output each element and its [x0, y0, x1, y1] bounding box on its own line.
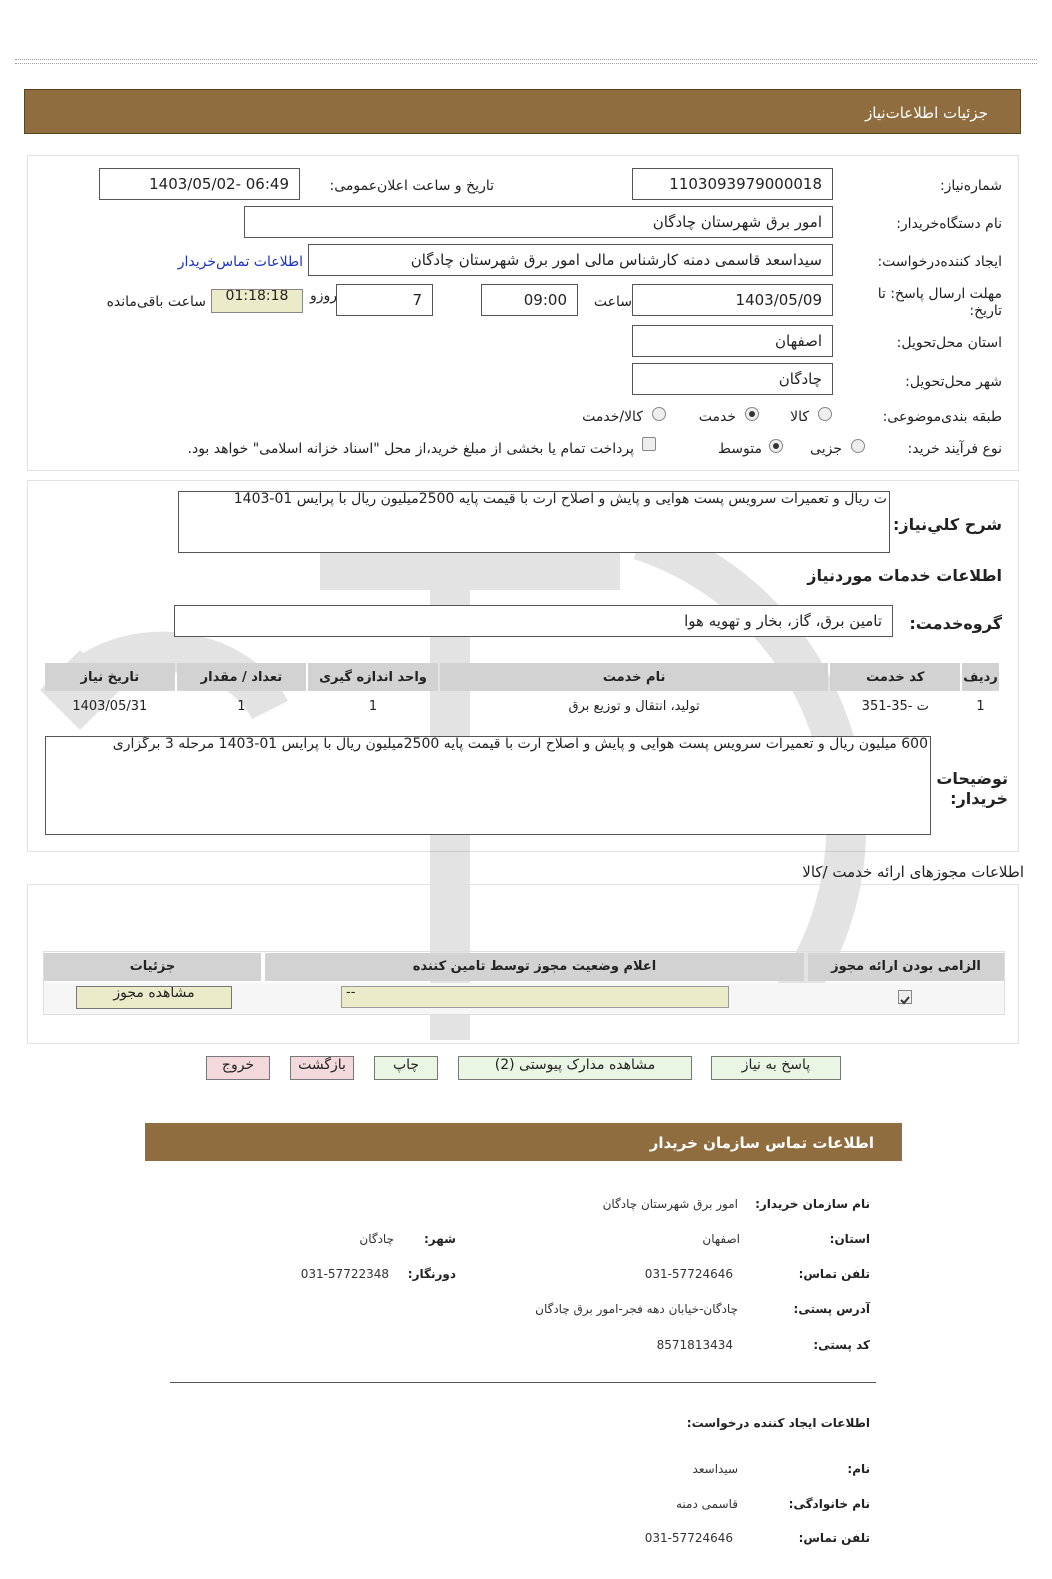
col-unit: واحد اندازه گیری: [308, 663, 438, 691]
process-radio-medium[interactable]: [769, 439, 783, 453]
deadline-time-label: ساعت: [593, 294, 632, 310]
city-label: شهر محل‌تحویل:: [905, 374, 1002, 390]
contact-address-value: چادگان-خیابان دهه فجر-امور برق چادگان: [535, 1302, 738, 1316]
contact-header: [145, 1123, 902, 1161]
process-radio-minor[interactable]: [851, 439, 865, 453]
province-field: اصفهان: [632, 325, 833, 357]
contact-postal-label: کد پستی:: [813, 1338, 870, 1352]
cell-service-name: تولید، انتقال و توزیع برق: [568, 698, 700, 714]
announce-datetime-field: 1403/05/02- 06:49: [99, 168, 300, 200]
licenses-heading: اطلاعات مجوزهای ارائه خدمت /کالا: [802, 863, 1024, 881]
category-option-goods: کالا: [790, 409, 809, 425]
cell-service-code: ت -35-351: [861, 698, 929, 714]
cell-need-date: 1403/05/31: [72, 698, 148, 714]
checkbox-checked-icon: [898, 990, 912, 1004]
remaining-label: ساعت باقی‌مانده: [106, 294, 206, 310]
top-separator-2: [15, 63, 1037, 64]
category-label: طبقه بندی‌موضوعی:: [882, 409, 1002, 425]
process-label: نوع فرآیند خرید:: [907, 441, 1002, 457]
services-heading: اطلاعات خدمات موردنیاز: [807, 566, 1002, 585]
table-row: [45, 693, 999, 719]
days-label: روزو: [309, 288, 337, 304]
category-radio-service[interactable]: [745, 407, 759, 421]
top-separator: [15, 59, 1037, 60]
contact-fax-label: دورنگار:: [407, 1267, 456, 1281]
treasury-payment-checkbox[interactable]: [642, 437, 656, 451]
col-license-required: الزامی بودن ارائه مجوز: [808, 953, 1004, 981]
cell-unit: 1: [368, 698, 378, 714]
requester-heading: اطلاعات ایجاد کننده درخواست:: [686, 1416, 870, 1430]
col-need-date: تاریخ نیاز: [45, 663, 175, 691]
back-button[interactable]: بازگشت: [290, 1056, 354, 1080]
col-quantity: تعداد / مقدار: [177, 663, 307, 691]
contact-title: اطلاعات تماس سازمان خریدار: [649, 1134, 874, 1152]
license-status-field: --: [341, 986, 729, 1008]
days-field: 7: [336, 284, 433, 316]
contact-address-label: آدرس پستی:: [793, 1302, 870, 1316]
page-title: جزئیات اطلاعات‌نیاز: [865, 104, 988, 122]
buyer-org-label: نام دستگاه‌خریدار:: [896, 216, 1002, 232]
service-group-label: گروه‌خدمت:: [909, 614, 1002, 633]
category-radio-goods[interactable]: [818, 407, 832, 421]
col-license-status: اعلام وضعیت مجوز توسط تامین کننده: [265, 953, 804, 981]
contact-divider: [170, 1382, 876, 1383]
services-table-wrap: [43, 661, 1001, 721]
services-table: [43, 661, 1001, 721]
contact-province-label: استان:: [829, 1232, 870, 1246]
buyer-notes-label: توضیحات خریدار:: [936, 769, 1008, 808]
requester-phone-label: تلفن تماس:: [798, 1531, 870, 1545]
page-header: [24, 89, 1021, 134]
buyer-notes-textarea[interactable]: [45, 736, 931, 835]
city-field: چادگان: [632, 363, 833, 395]
creator-field: سیداسعد قاسمی دمنه کارشناس مالی امور برق شهرستان چادگان: [308, 244, 833, 276]
treasury-payment-note: پرداخت تمام یا بخشی از مبلغ خرید،از محل "اسناد خزانه اسلامی" خواهد بود.: [187, 441, 634, 457]
category-option-goods-service: کالا/خدمت: [582, 409, 643, 425]
need-number-field: 1103093979000018: [632, 168, 833, 200]
deadline-time-field: 09:00: [481, 284, 578, 316]
remaining-time-box: 01:18:18: [211, 289, 303, 313]
deadline-label: مهلت ارسال پاسخ: تا تاریخ:: [877, 286, 1002, 319]
reply-button[interactable]: پاسخ به نیاز: [711, 1056, 841, 1080]
contact-province-value: اصفهان: [702, 1232, 740, 1246]
buyer-contact-link[interactable]: اطلاعات تماس‌خریدار: [177, 254, 303, 270]
need-summary-label: شرح کلي‌نیاز:: [893, 515, 1002, 534]
need-summary-textarea[interactable]: [178, 491, 890, 553]
col-row: ردیف: [962, 663, 999, 691]
cell-row: 1: [976, 698, 985, 714]
requester-name-value: سیداسعد: [692, 1462, 738, 1476]
category-radio-goods-service[interactable]: [652, 407, 666, 421]
requester-family-label: نام خانوادگی:: [788, 1497, 870, 1511]
contact-postal-value: 8571813434: [656, 1338, 733, 1352]
buyer-org-field: امور برق شهرستان چادگان: [244, 206, 833, 238]
contact-fax-value: 031-57722348: [300, 1267, 389, 1281]
col-service-name: نام خدمت: [440, 663, 829, 691]
contact-org-label: نام سازمان خریدار:: [755, 1197, 870, 1211]
announce-label: تاریخ و ساعت اعلان‌عمومی:: [329, 178, 494, 194]
need-number-label: شماره‌نیاز:: [939, 178, 1002, 194]
view-license-button[interactable]: مشاهده مجوز: [76, 986, 232, 1009]
contact-city-value: چادگان: [359, 1232, 394, 1246]
exit-button[interactable]: خروج: [206, 1056, 270, 1080]
need-summary-text: ت ریال و تعمیرات سرویس پست هوایی و پایش و اصلاح ارت با قیمت پایه 2500میلیون ریال با پرایس 01-1403: [233, 491, 887, 507]
col-service-code: کد خدمت: [830, 663, 960, 691]
service-group-field: تامین برق، گاز، بخار و تهویه هوا: [174, 605, 893, 637]
process-option-medium: متوسط: [718, 441, 762, 457]
licenses-table: [43, 951, 1005, 1015]
cell-quantity: 1: [237, 698, 246, 714]
attachments-button[interactable]: مشاهده مدارک پیوستی (2): [458, 1056, 692, 1080]
print-button[interactable]: چاپ: [374, 1056, 438, 1080]
contact-phone-value: 031-57724646: [644, 1267, 733, 1281]
contact-phone-label: تلفن تماس:: [798, 1267, 870, 1281]
province-label: استان محل‌تحویل:: [896, 335, 1002, 351]
col-license-details: جزئیات: [44, 953, 261, 981]
category-option-service: خدمت: [698, 409, 736, 425]
requester-name-label: نام:: [847, 1462, 870, 1476]
process-option-minor: جزیی: [810, 441, 842, 457]
contact-city-label: شهر:: [424, 1232, 456, 1246]
contact-org-value: امور برق شهرستان چادگان: [602, 1197, 738, 1211]
deadline-date-field: 1403/05/09: [632, 284, 833, 316]
creator-label: ایجاد کننده‌درخواست:: [877, 254, 1002, 270]
requester-phone-value: 031-57724646: [644, 1531, 733, 1545]
buyer-notes-text: 600 میلیون ریال و تعمیرات سرویس پست هوایی و پایش و اصلاح ارت با قیمت پایه 2500میلیون ریال با پرایس 01-1403 مرحله 3 برگزاری: [112, 736, 928, 752]
requester-family-value: قاسمی دمنه: [675, 1497, 738, 1511]
